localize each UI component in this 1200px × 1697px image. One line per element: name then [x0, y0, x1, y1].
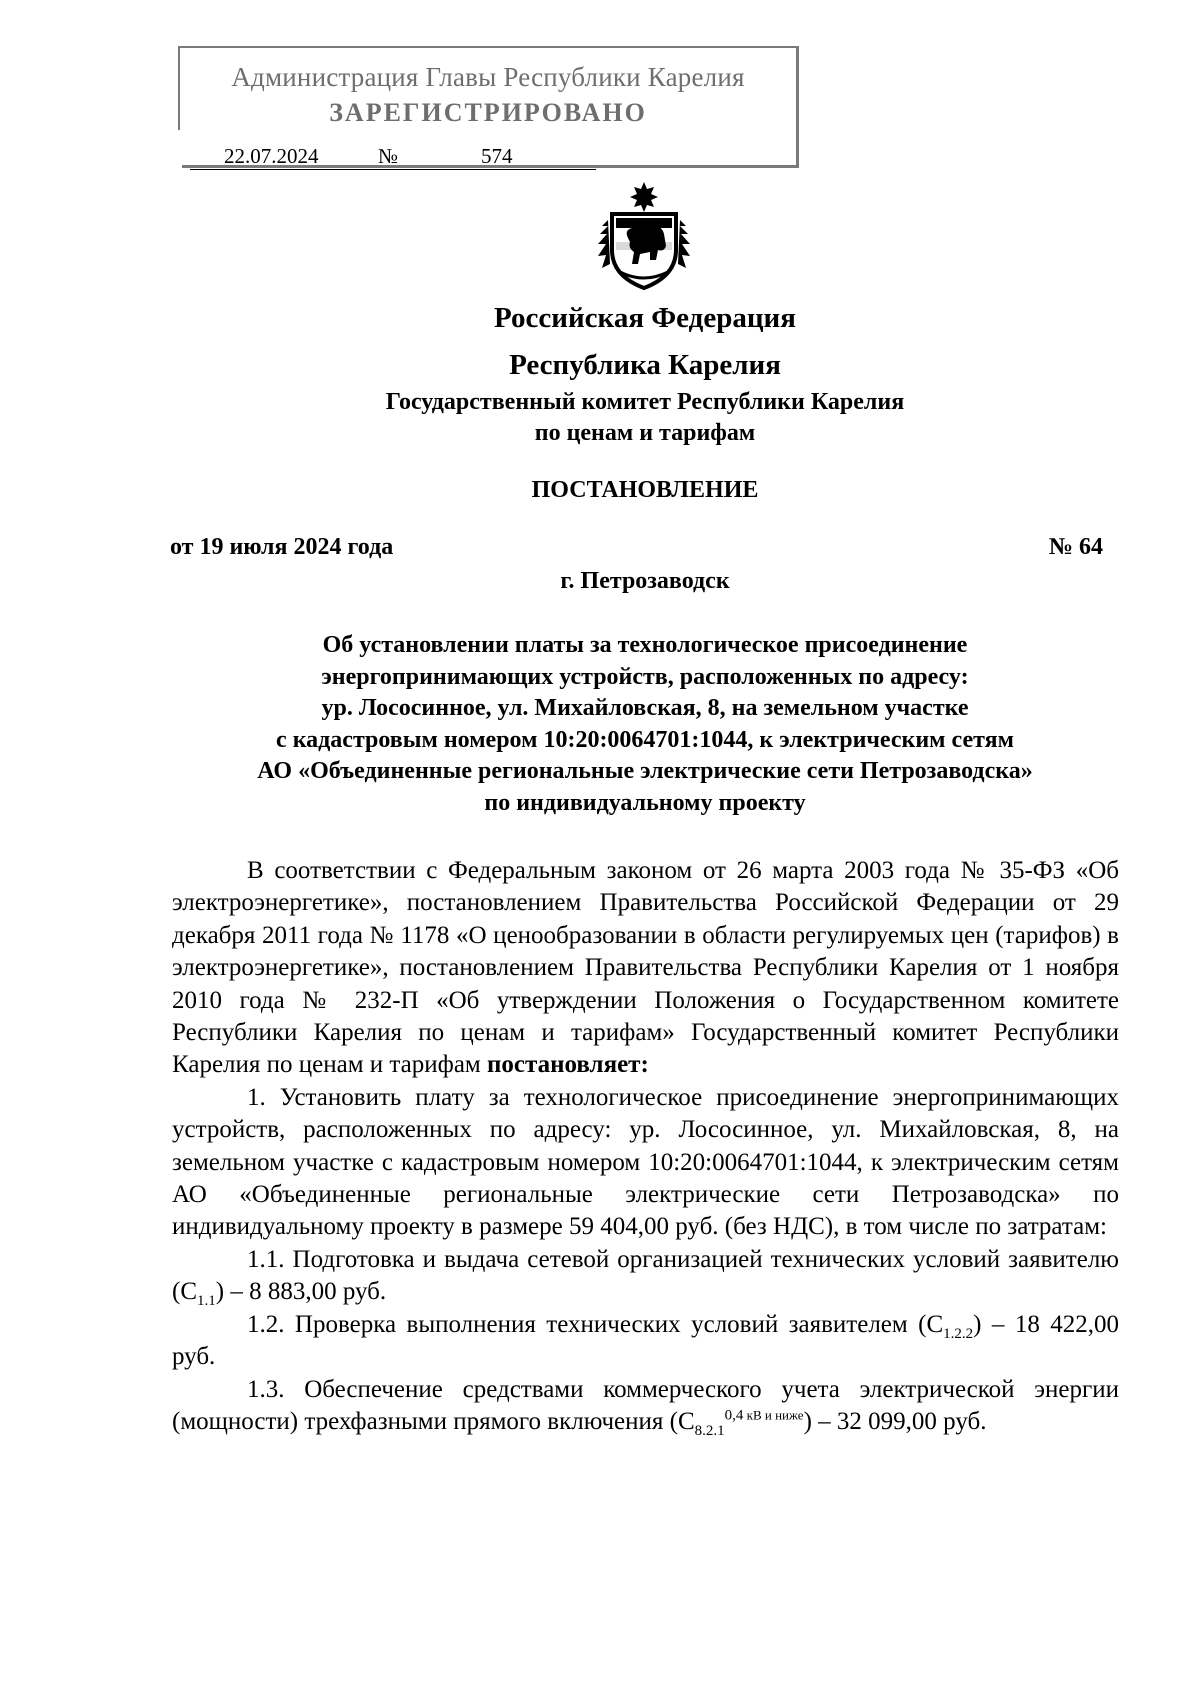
- item-1: 1. Установить плату за технологическое присоединение энергопринимающих устройств, расположенных по адресу: ур. Лососинное, ул. Михайловская, 8, на земельном участке с кадастровым номером 10:20:0064701:1044, к электрическим сетям АО «Объединенные региональные электрические сети Петрозаводска» по индивидуальному проекту в размере 59 404,00 руб. (без НДС), в том числе по затратам:: [172, 1083, 1119, 1241]
- title-line: ур. Лососинное, ул. Михайловская, 8, на земельном участке: [321, 695, 969, 721]
- stamp-status: ЗАРЕГИСТРИРОВАНО: [329, 98, 647, 127]
- preamble-resolves: постановляет:: [487, 1051, 649, 1079]
- document-title: [150, 630, 1140, 819]
- country-name: Российская Федерация: [494, 302, 796, 334]
- document-number: № 64: [1048, 534, 1103, 560]
- stamp-gap: [170, 130, 182, 170]
- stamp-number: 574: [481, 144, 513, 168]
- stamp-number-sign: №: [378, 144, 399, 168]
- document-type: ПОСТАНОВЛЕНИЕ: [531, 477, 759, 503]
- stamp-registration-line: [190, 142, 596, 170]
- preamble-text: В соответствии с Федеральным законом от 26 марта 2003 года № 35-ФЗ «Об электроэнергетике», постановлением Правительства Российской Федерации от 29 декабря 2011 года № 1178 «О ценообразовании в области регулируемых цен (тарифов) в электроэнергетике», постановлением Правительства Республики Карелия от 1 ноября 2010 года № 232-П «Об утверждении Положения о Государственном комитете Республики Карелия по ценам и тарифам» Государственный комитет Республики Карелия по ценам и тарифам: [172, 857, 1119, 1079]
- stamp-date: 22.07.2024: [224, 144, 319, 168]
- committee-name-line2: по ценам и тарифам: [534, 420, 756, 446]
- document-date: от 19 июля 2024 года: [170, 534, 394, 560]
- stamp-organization: Администрация Главы Республики Карелия: [231, 62, 745, 92]
- title-line: АО «Объединенные региональные электрические сети Петрозаводска»: [257, 758, 1033, 784]
- republic-name: Республика Карелия: [509, 349, 781, 381]
- document-body: [172, 855, 1119, 1438]
- title-line: Об установлении платы за технологическое присоединение: [322, 632, 968, 658]
- preamble-paragraph: [172, 855, 1119, 1082]
- title-line: по индивидуальному проекту: [484, 789, 806, 816]
- document-city: г. Петрозаводск: [560, 568, 730, 594]
- item-1-1-subscript: 1.1: [197, 1293, 216, 1310]
- item-1-3-subscript: 8.2.1: [694, 1422, 725, 1439]
- item-1-2: 1.2. Проверка выполнения технических условий заявителем $(С_{1.2.2}) - 18$ 422,00 руб.: [172, 1310, 1120, 1371]
- committee-name-line1: Государственный комитет Республики Карелия: [385, 389, 905, 415]
- karelia-coat-of-arms-icon: [594, 180, 694, 292]
- item-1-3-superscript: 0,4: [724, 1407, 744, 1424]
- item-1-1: 1.1. Подготовка и выдача сетевой организацией технических условий заявителю $(С_{1.1}) - 8$ 883,00 руб.: [172, 1245, 1119, 1310]
- item-1-3: 1.3. Обеспечение средствами коммерческого учета электрической энергии (мощности) трехфазными прямого включения ($С_{8.2.1}^{0,4}$ $^{кВ и ниже}$) – 32 099,00 руб.: [172, 1375, 1119, 1439]
- item-1-2-subscript: 1.2.2: [943, 1325, 974, 1342]
- item-1-3-superscript-unit: кВ и ниже: [743, 1407, 804, 1423]
- title-line: энергопринимающих устройств, расположенных по адресу:: [321, 663, 969, 690]
- title-line: с кадастровым номером 10:20:0064701:1044, к электрическим сетям: [276, 726, 1014, 753]
